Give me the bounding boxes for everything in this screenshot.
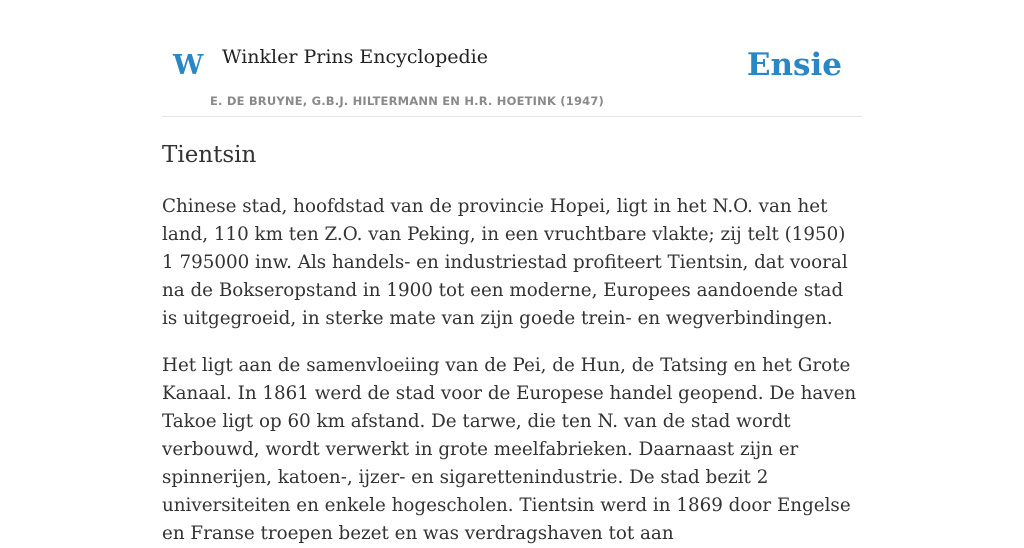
entry-body: [162, 193, 862, 548]
entry-paragraph: Het ligt aan de samenvloeiing van de Pei, de Hun, de Tatsing en het Grote Kanaal. In 1861 werd de stad voor de Europese handel geopend. De haven Takoe ligt op 60 km afstand. De tarwe, die ten N. van de stad wordt verbouwd, wordt verwerkt in grote meelfabrieken. Daarnaast zijn er spinnerijen, katoen-, ijzer- en sigarettenindustrie. De stad bezit 2 universiteiten en enkele hogescholen. Tientsin werd in 1869 door Engelse en Franse troepen bezet en was verdragshaven tot aan: [162, 354, 857, 544]
entry-title: Tientsin: [162, 142, 257, 168]
book-authors: E. DE BRUYNE, G.B.J. HILTERMANN EN H.R. HOETINK (1947): [210, 94, 605, 108]
winkler-prins-logo-icon[interactable]: W: [173, 50, 204, 81]
ensie-brand-logo[interactable]: Ensie: [746, 47, 842, 83]
book-title-link[interactable]: Winkler Prins Encyclopedie: [222, 46, 488, 68]
source-header: [162, 0, 862, 117]
entry-paragraph: Chinese stad, hoofdstad van de provincie Hopei, ligt in het N.O. van het land, 110 km ten Z.O. van Peking, in een vruchtbare vlakte; zij telt (1950) 1 795000 inw. Als handels- en industriestad profiteert Tientsin, dat vooral na de Bokseropstand in 1900 tot een moderne, Europees aandoende stad is uitgegroeid, in sterke mate van zijn goede trein- en wegverbindingen.: [162, 195, 848, 329]
content-container: [162, 0, 862, 548]
